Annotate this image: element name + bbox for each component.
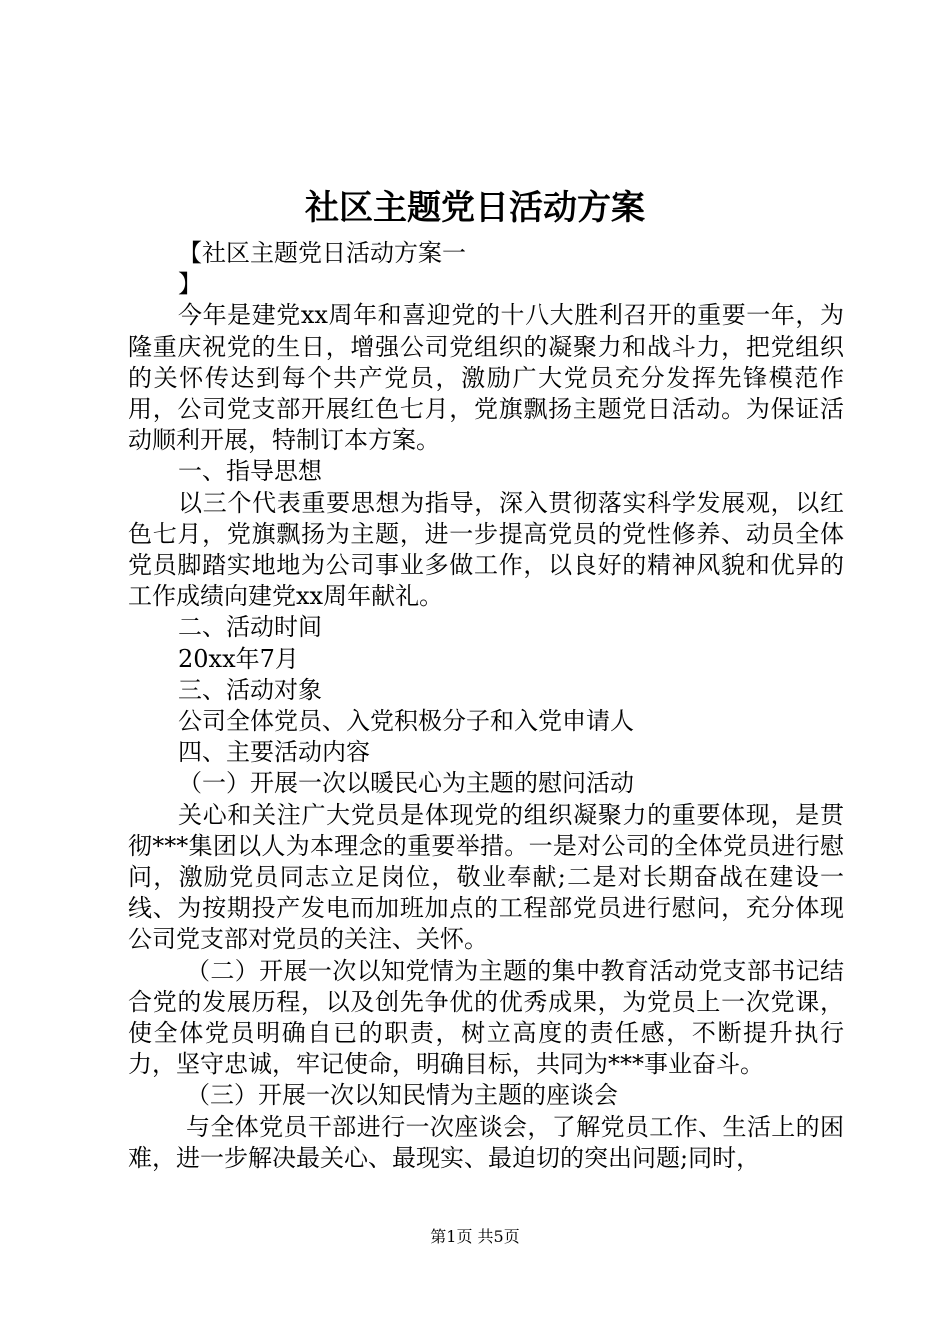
section-heading: 一、指导思想 — [178, 457, 322, 486]
subsection-heading: （一）开展一次以暖民心为主题的慰问活动 — [178, 769, 634, 798]
paragraph: 与全体党员干部进行一次座谈会，了解党员工作、生活上的困难，进一步解决最关心、最现实、最迫切的突出问题;同时， — [128, 1112, 844, 1172]
paragraph: 关心和关注广大党员是体现党的组织凝聚力的重要体现，是贯彻***集团以人为本理念的重要举措。一是对公司的全体党员进行慰问，激励党员同志立足岗位，敬业奉献;二是对长期奋战在建设一线、为按期投产发电而加班加点的工程部党员进行慰问，充分体现公司党支部对党员的关注、关怀。 — [128, 800, 844, 954]
paragraph: 公司全体党员、入党积极分子和入党申请人 — [178, 707, 634, 736]
paragraph: 以三个代表重要思想为指导，深入贯彻落实科学发展观，以红色七月，党旗飘扬为主题，进一步提高党员的党性修养、动员全体党员脚踏实地地为公司事业多做工作，以良好的精神风貌和优异的工作成绩向建党xx周年献礼。 — [128, 488, 844, 611]
section-heading: 三、活动对象 — [178, 675, 322, 704]
paragraph: 【社区主题党日活动方案一 — [178, 239, 466, 267]
section-heading: 四、主要活动内容 — [178, 738, 370, 767]
paragraph: 】 — [178, 270, 202, 299]
section-heading: 二、活动时间 — [178, 613, 322, 642]
paragraph: （二）开展一次以知党情为主题的集中教育活动党支部书记结合党的发展历程，以及创先争优的优秀成果，为党员上一次党课，使全体党员明确自已的职责，树立高度的责任感，不断提升执行力，坚守忠诚，牢记使命，明确目标，共同为***事业奋斗。 — [128, 956, 844, 1079]
document-body — [128, 238, 844, 1174]
page-footer: 第1页 共5页 — [430, 1227, 520, 1246]
subsection-heading: （三）开展一次以知民情为主题的座谈会 — [186, 1081, 618, 1110]
paragraph: 今年是建党xx周年和喜迎党的十八大胜利召开的重要一年，为隆重庆祝党的生日，增强公司党组织的凝聚力和战斗力，把党组织的关怀传达到每个共产党员，激励广大党员充分发挥先锋模范作用，公司党支部开展红色七月，党旗飘扬主题党日活动。为保证活动顺利开展，特制订本方案。 — [128, 301, 844, 455]
document-title: 社区主题党日活动方案 — [305, 188, 645, 228]
paragraph: 20xx年7月 — [178, 644, 299, 673]
